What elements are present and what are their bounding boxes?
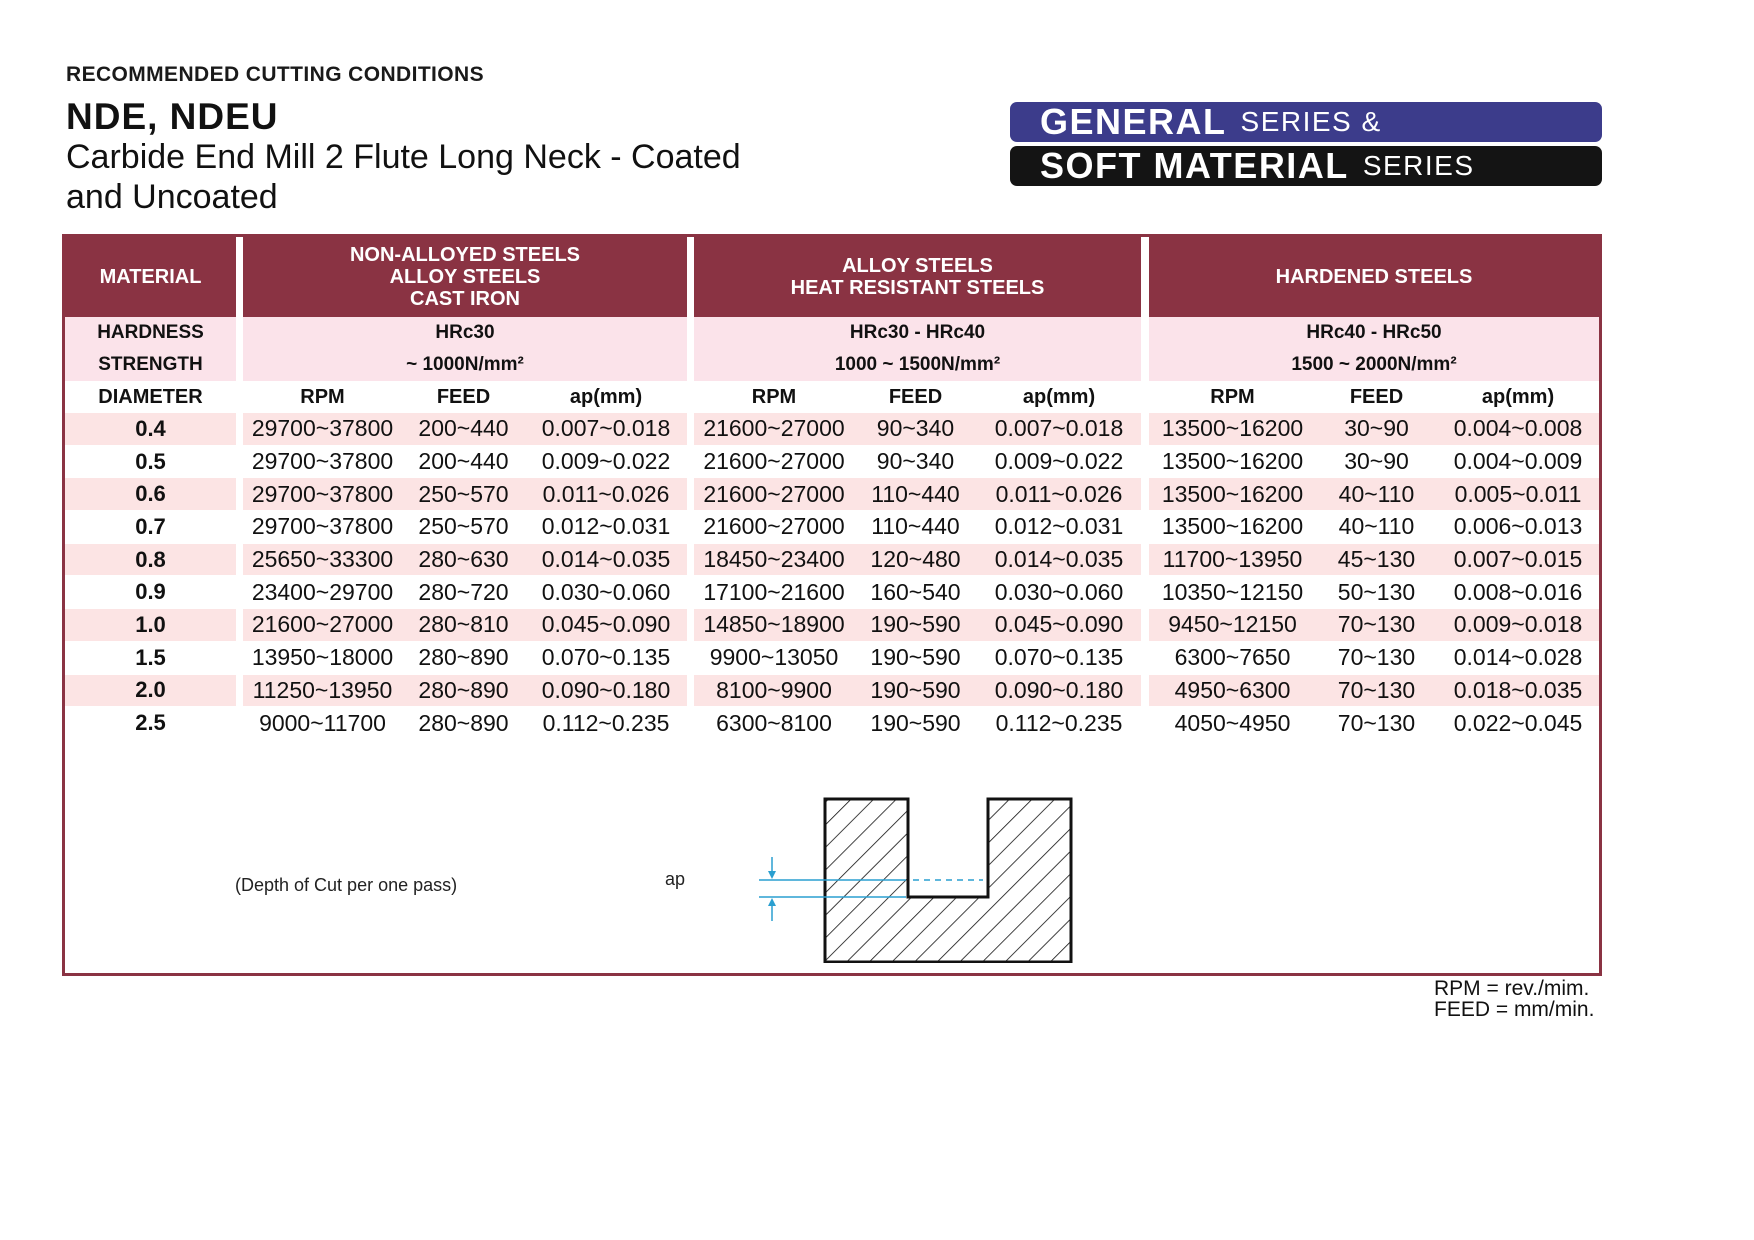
feed-header: FEED [436, 385, 491, 408]
rpm-header: RPM [751, 385, 797, 408]
feed-cell: 280~810 [402, 609, 525, 642]
table-row [65, 446, 1599, 479]
ap-cell: 0.007~0.018 [525, 413, 687, 446]
feed-cell: 200~440 [402, 446, 525, 479]
hardness-value: HRc40 - HRc50 [1149, 317, 1599, 349]
feed-cell: 110~440 [854, 511, 977, 544]
slot-cut-diagram [673, 773, 1083, 963]
diameter-cell: 0.5 [65, 446, 236, 479]
ap-cell: 0.112~0.235 [525, 707, 687, 740]
ap-cell: 0.012~0.031 [525, 511, 687, 544]
rpm-cell: 13500~16200 [1149, 511, 1316, 544]
feed-cell: 90~340 [854, 446, 977, 479]
ap-cell: 0.009~0.018 [1437, 609, 1599, 642]
unit-legend [1434, 978, 1594, 1020]
ap-cell: 0.014~0.035 [525, 544, 687, 577]
ap-cell: 0.012~0.031 [977, 511, 1141, 544]
ap-arrow-bottom-icon [768, 898, 776, 906]
ap-cell: 0.070~0.135 [525, 642, 687, 675]
rpm-cell: 21600~27000 [694, 446, 854, 479]
ap-header: ap(mm) [569, 385, 643, 408]
feed-cell: 280~630 [402, 544, 525, 577]
ap-header: ap(mm) [1022, 385, 1096, 408]
table-row [65, 511, 1599, 544]
rpm-cell: 21600~27000 [694, 478, 854, 511]
ap-cell: 0.070~0.135 [977, 642, 1141, 675]
table-row [65, 478, 1599, 511]
rpm-cell: 4050~4950 [1149, 707, 1316, 740]
diameter-cell: 1.5 [65, 642, 236, 675]
section-kicker: RECOMMENDED CUTTING CONDITIONS [66, 63, 484, 86]
ap-cell: 0.004~0.009 [1437, 446, 1599, 479]
strength-value: 1000 ~ 1500N/mm² [694, 349, 1141, 381]
feed-cell: 30~90 [1316, 446, 1437, 479]
table-row [65, 675, 1599, 708]
ap-cell: 0.045~0.090 [525, 609, 687, 642]
ap-cell: 0.008~0.016 [1437, 576, 1599, 609]
cutting-conditions-panel [62, 234, 1602, 976]
feed-cell: 280~720 [402, 576, 525, 609]
rpm-cell: 13500~16200 [1149, 413, 1316, 446]
feed-header: FEED [888, 385, 943, 408]
feed-cell: 190~590 [854, 609, 977, 642]
table-row [65, 576, 1599, 609]
depth-caption: (Depth of Cut per one pass) [235, 875, 458, 895]
group-header: ALLOY STEELS HEAT RESISTANT STEELS [694, 237, 1141, 317]
feed-cell: 280~890 [402, 707, 525, 740]
feed-cell: 70~130 [1316, 675, 1437, 708]
ap-cell: 0.045~0.090 [977, 609, 1141, 642]
ap-arrow-top-icon [768, 871, 776, 879]
rpm-cell: 10350~12150 [1149, 576, 1316, 609]
feed-cell: 250~570 [402, 478, 525, 511]
ap-cell: 0.009~0.022 [977, 446, 1141, 479]
feed-cell: 45~130 [1316, 544, 1437, 577]
ap-cell: 0.014~0.035 [977, 544, 1141, 577]
rpm-cell: 25650~33300 [243, 544, 402, 577]
feed-cell: 280~890 [402, 642, 525, 675]
rpm-cell: 11700~13950 [1149, 544, 1316, 577]
feed-unit-note: FEED = mm/min. [1434, 998, 1595, 1021]
group-header: HARDENED STEELS [1149, 237, 1599, 317]
rpm-cell: 17100~21600 [694, 576, 854, 609]
hardness-value: HRc30 - HRc40 [694, 317, 1141, 349]
rpm-unit-note: RPM = rev./mim. [1434, 977, 1590, 1000]
ap-cell: 0.007~0.018 [977, 413, 1141, 446]
diameter-cell: 0.9 [65, 576, 236, 609]
rpm-cell: 29700~37800 [243, 413, 402, 446]
rpm-cell: 21600~27000 [694, 511, 854, 544]
soft-badge-main: SOFT MATERIAL [1040, 145, 1349, 186]
rpm-cell: 23400~29700 [243, 576, 402, 609]
product-title: NDE, NDEU [66, 96, 279, 137]
general-badge-suffix: SERIES & [1240, 106, 1382, 137]
ap-header: ap(mm) [1481, 385, 1555, 408]
feed-cell: 250~570 [402, 511, 525, 544]
diameter-cell: 0.4 [65, 413, 236, 446]
rpm-cell: 6300~8100 [694, 707, 854, 740]
rpm-cell: 13950~18000 [243, 642, 402, 675]
rpm-cell: 13500~16200 [1149, 478, 1316, 511]
rpm-cell: 11250~13950 [243, 675, 402, 708]
feed-cell: 280~890 [402, 675, 525, 708]
material-label: MATERIAL [65, 237, 236, 317]
diameter-label: DIAMETER [98, 385, 203, 408]
table-row [65, 609, 1599, 642]
material-header-row [65, 237, 1599, 317]
table-row [65, 642, 1599, 675]
strength-row [65, 349, 1599, 381]
ap-cell: 0.030~0.060 [525, 576, 687, 609]
soft-badge-suffix: SERIES [1362, 150, 1475, 181]
ap-cell: 0.011~0.026 [525, 478, 687, 511]
general-series-badge [1010, 102, 1602, 142]
feed-cell: 190~590 [854, 675, 977, 708]
rpm-cell: 29700~37800 [243, 478, 402, 511]
rpm-cell: 18450~23400 [694, 544, 854, 577]
feed-cell: 200~440 [402, 413, 525, 446]
ap-cell: 0.022~0.045 [1437, 707, 1599, 740]
feed-cell: 50~130 [1316, 576, 1437, 609]
ap-label: ap [665, 869, 686, 889]
ap-cell: 0.090~0.180 [525, 675, 687, 708]
feed-cell: 110~440 [854, 478, 977, 511]
diameter-cell: 1.0 [65, 609, 236, 642]
rpm-cell: 6300~7650 [1149, 642, 1316, 675]
table-row [65, 544, 1599, 577]
rpm-cell: 29700~37800 [243, 446, 402, 479]
hardness-value: HRc30 [243, 317, 687, 349]
table-row [65, 413, 1599, 446]
feed-cell: 30~90 [1316, 413, 1437, 446]
ap-cell: 0.030~0.060 [977, 576, 1141, 609]
feed-cell: 70~130 [1316, 609, 1437, 642]
feed-cell: 190~590 [854, 642, 977, 675]
feed-cell: 190~590 [854, 707, 977, 740]
rpm-cell: 13500~16200 [1149, 446, 1316, 479]
hardness-row [65, 317, 1599, 349]
column-header-row [65, 381, 1599, 413]
strength-label: STRENGTH [65, 349, 236, 381]
group-header: NON-ALLOYED STEELS ALLOY STEELS CAST IRON [243, 237, 687, 317]
product-subtitle: Carbide End Mill 2 Flute Long Neck - Coated and Uncoated [66, 138, 741, 216]
soft-material-series-badge [1010, 146, 1602, 186]
strength-value: ~ 1000N/mm² [243, 349, 687, 381]
feed-cell: 90~340 [854, 413, 977, 446]
feed-cell: 160~540 [854, 576, 977, 609]
rpm-cell: 21600~27000 [243, 609, 402, 642]
diameter-cell: 2.5 [65, 707, 236, 740]
rpm-header: RPM [1210, 385, 1255, 408]
ap-cell: 0.009~0.022 [525, 446, 687, 479]
ap-cell: 0.112~0.235 [977, 707, 1141, 740]
feed-cell: 40~110 [1316, 478, 1437, 511]
ap-cell: 0.006~0.013 [1437, 511, 1599, 544]
diameter-cell: 2.0 [65, 675, 236, 708]
rpm-header: RPM [300, 385, 345, 408]
ap-cell: 0.007~0.015 [1437, 544, 1599, 577]
rpm-cell: 9450~12150 [1149, 609, 1316, 642]
ap-cell: 0.005~0.011 [1437, 478, 1599, 511]
rpm-cell: 21600~27000 [694, 413, 854, 446]
feed-header: FEED [1349, 385, 1404, 408]
ap-cell: 0.011~0.026 [977, 478, 1141, 511]
diameter-cell: 0.7 [65, 511, 236, 544]
ap-cell: 0.004~0.008 [1437, 413, 1599, 446]
rpm-cell: 9000~11700 [243, 707, 402, 740]
cutting-conditions-table [65, 237, 1599, 740]
feed-cell: 70~130 [1316, 642, 1437, 675]
ap-cell: 0.090~0.180 [977, 675, 1141, 708]
rpm-cell: 29700~37800 [243, 511, 402, 544]
diameter-cell: 0.6 [65, 478, 236, 511]
ap-cell: 0.018~0.035 [1437, 675, 1599, 708]
hardness-label: HARDNESS [65, 317, 236, 349]
rpm-cell: 8100~9900 [694, 675, 854, 708]
general-badge-main: GENERAL [1040, 101, 1227, 142]
strength-value: 1500 ~ 2000N/mm² [1149, 349, 1599, 381]
table-row [65, 707, 1599, 740]
feed-cell: 70~130 [1316, 707, 1437, 740]
diameter-cell: 0.8 [65, 544, 236, 577]
feed-cell: 40~110 [1316, 511, 1437, 544]
rpm-cell: 4950~6300 [1149, 675, 1316, 708]
rpm-cell: 14850~18900 [694, 609, 854, 642]
rpm-cell: 9900~13050 [694, 642, 854, 675]
ap-cell: 0.014~0.028 [1437, 642, 1599, 675]
feed-cell: 120~480 [854, 544, 977, 577]
